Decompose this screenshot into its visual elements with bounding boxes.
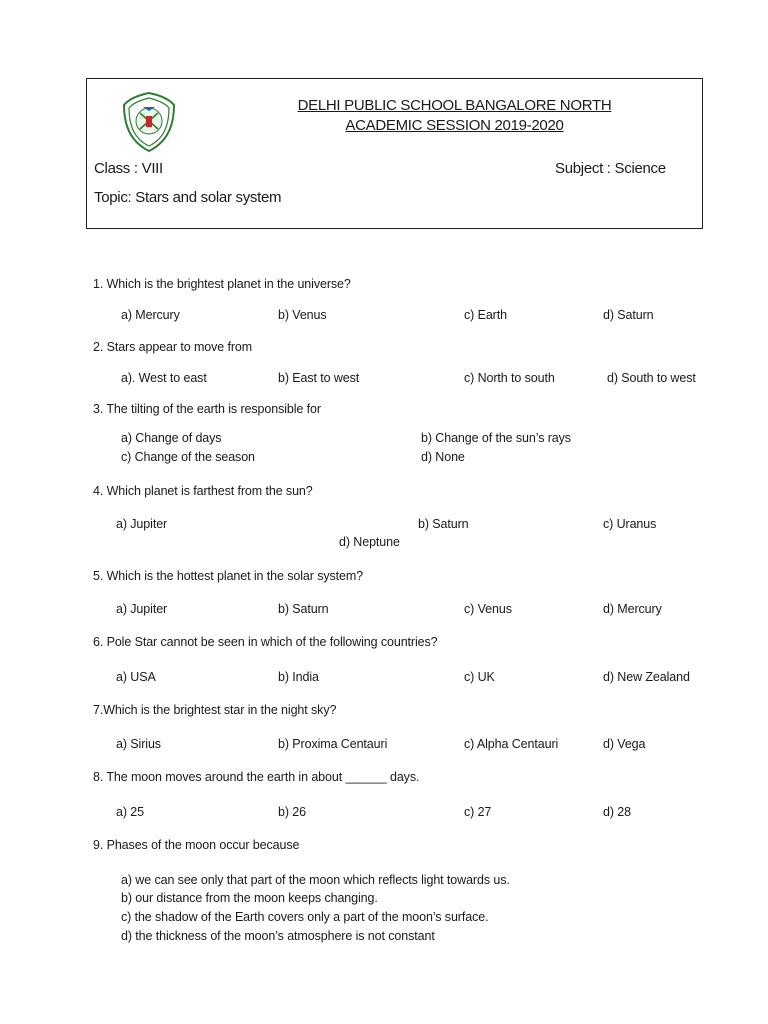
question-8: 8. The moon moves around the earth in about ______ days. (93, 770, 420, 784)
q5-option-b: b) Saturn (278, 602, 329, 616)
q6-option-b: b) India (278, 670, 319, 684)
q4-option-c: c) Uranus (603, 517, 657, 531)
class-label: Class : VIII (94, 160, 163, 177)
q1-option-c: c) Earth (464, 308, 507, 322)
q3-option-d: d) None (421, 450, 465, 464)
q5-option-c: c) Venus (464, 602, 512, 616)
q4-option-a: a) Jupiter (116, 517, 168, 531)
subject-label: Subject : Science (555, 160, 666, 177)
q5-option-a: a) Jupiter (116, 602, 168, 616)
q7-option-c: c) Alpha Centauri (464, 737, 559, 751)
q4-option-d: d) Neptune (339, 535, 400, 549)
q5-option-d: d) Mercury (603, 602, 662, 616)
q7-option-a: a) Sirius (116, 737, 161, 751)
q9-option-c: c) the shadow of the Earth covers only a part of the moon’s surface. (121, 910, 489, 924)
q1-option-d: d) Saturn (603, 308, 654, 322)
q7-option-d: d) Vega (603, 737, 646, 751)
school-name: DELHI PUBLIC SCHOOL BANGALORE NORTH (297, 97, 612, 114)
q8-option-a: a) 25 (116, 805, 144, 819)
question-6: 6. Pole Star cannot be seen in which of the following countries? (93, 635, 438, 649)
q6-option-a: a) USA (116, 670, 156, 684)
q2-option-b: b) East to west (278, 371, 360, 385)
q9-option-b: b) our distance from the moon keeps changing. (121, 891, 378, 905)
question-7: 7.Which is the brightest star in the night sky? (93, 703, 337, 717)
topic-label: Topic: Stars and solar system (94, 189, 282, 206)
q2-option-a: a). West to east (121, 371, 207, 385)
header-box (86, 78, 703, 229)
q7-option-b: b) Proxima Centauri (278, 737, 388, 751)
q2-option-d: d) South to west (607, 371, 696, 385)
q3-option-b: b) Change of the sun’s rays (421, 431, 571, 445)
question-2: 2. Stars appear to move from (93, 340, 253, 354)
q1-option-b: b) Venus (278, 308, 327, 322)
academic-session: ACADEMIC SESSION 2019-2020 (345, 117, 564, 134)
q3-option-a: a) Change of days (121, 431, 222, 445)
q8-option-d: d) 28 (603, 805, 631, 819)
q4-option-b: b) Saturn (418, 517, 469, 531)
q9-option-a: a) we can see only that part of the moon which reflects light towards us. (121, 873, 510, 887)
q6-option-c: c) UK (464, 670, 495, 684)
question-9: 9. Phases of the moon occur because (93, 838, 300, 852)
question-4: 4. Which planet is farthest from the sun? (93, 484, 313, 498)
q8-option-c: c) 27 (464, 805, 492, 819)
q9-option-d: d) the thickness of the moon’s atmosphere is not constant (121, 929, 435, 943)
q3-option-c: c) Change of the season (121, 450, 255, 464)
question-3: 3. The tilting of the earth is responsible for (93, 402, 321, 416)
question-5: 5. Which is the hottest planet in the solar system? (93, 569, 364, 583)
q1-option-a: a) Mercury (121, 308, 180, 322)
q8-option-b: b) 26 (278, 805, 306, 819)
q2-option-c: c) North to south (464, 371, 555, 385)
q6-option-d: d) New Zealand (603, 670, 690, 684)
question-1: 1. Which is the brightest planet in the universe? (93, 277, 351, 291)
